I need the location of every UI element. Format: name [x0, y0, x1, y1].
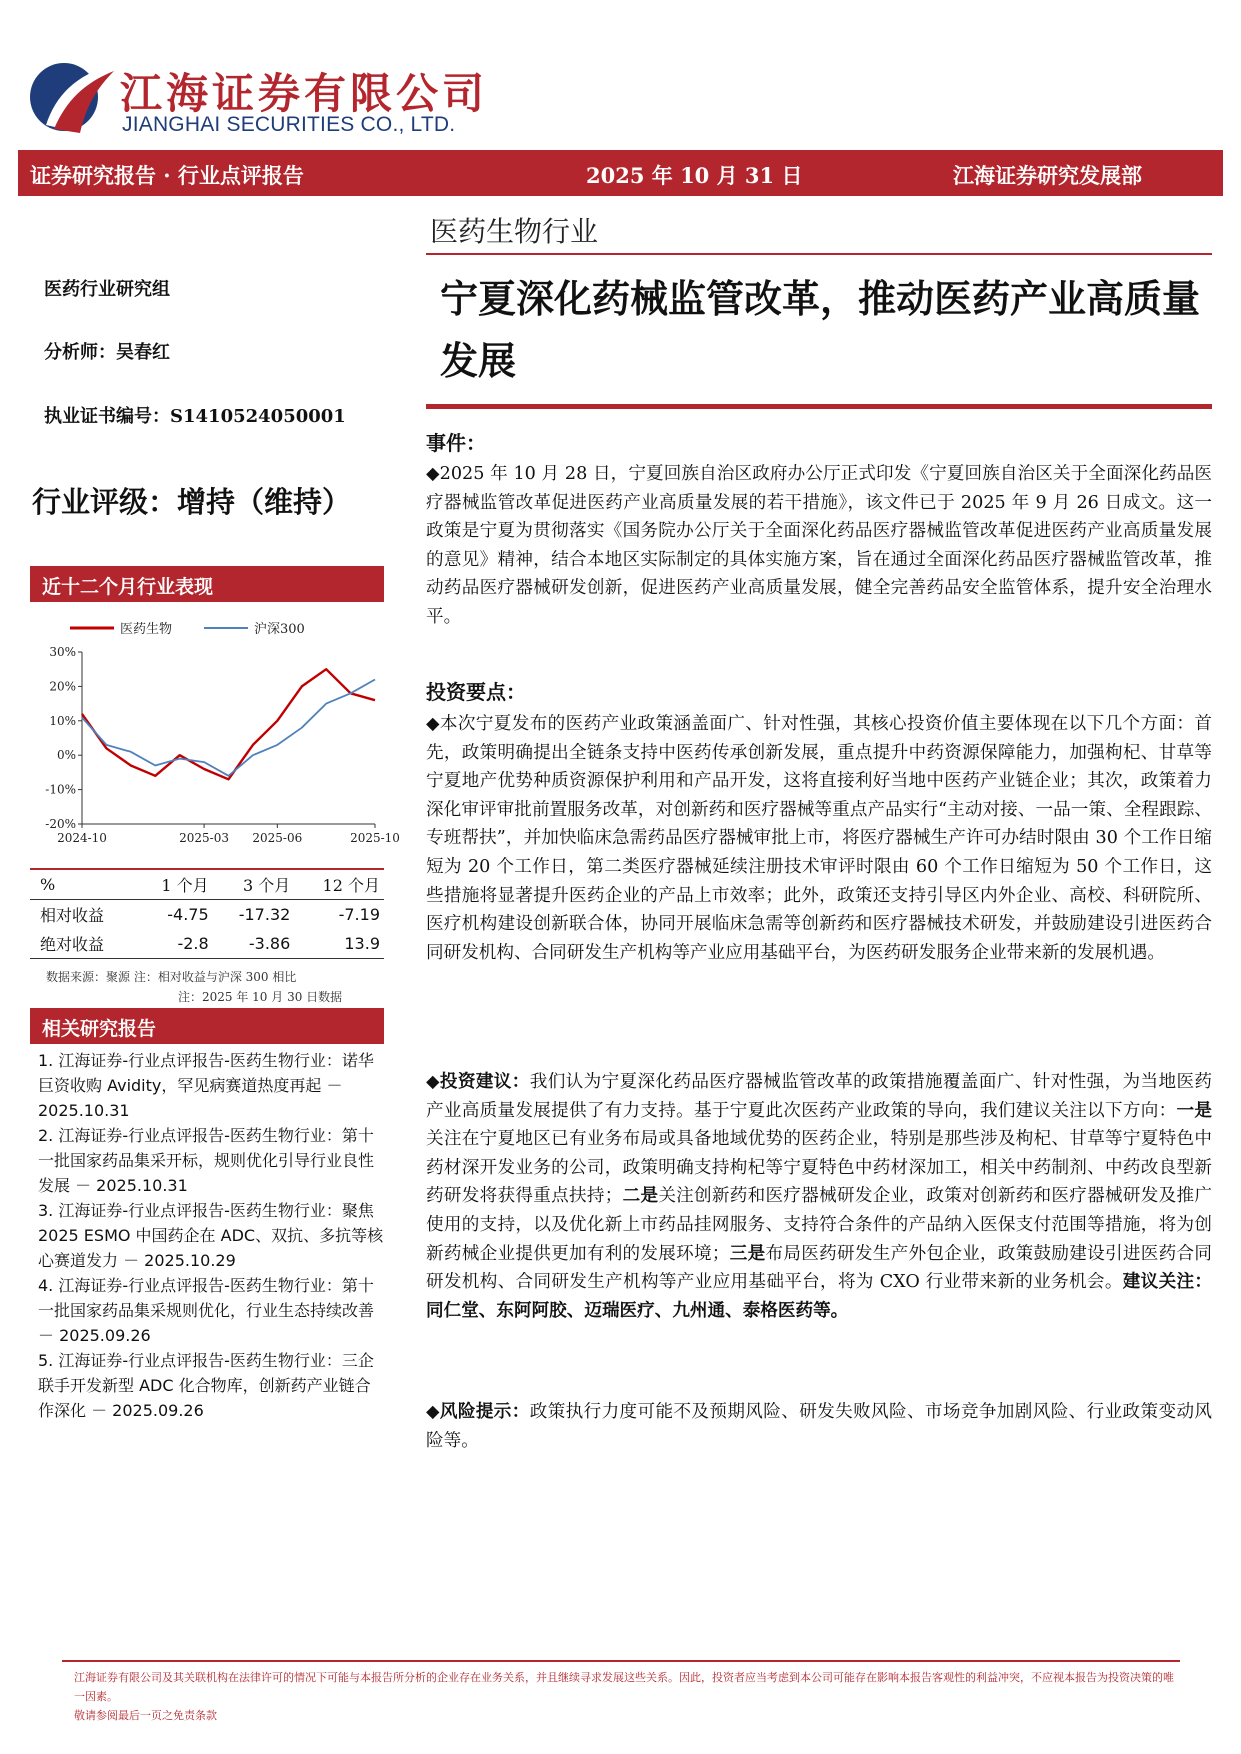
risk-warning: [426, 1398, 1212, 1455]
related-reports-heading-text: 相关研究报告: [42, 1018, 157, 1040]
table-cell: -4.75: [167, 905, 209, 924]
report-link[interactable]: 5. 江海证券-行业点评报告-医药生物行业：三企联手开发新型 ADC 化合物库，创新药产业链合作深化 － 2025.09.26: [38, 1351, 374, 1420]
related-reports-heading: [30, 1008, 384, 1044]
chart-heading: [30, 566, 384, 602]
source-note: 数据来源：聚源 注：相对收益与沪深 300 相比: [46, 970, 297, 984]
legend-label: 医药生物: [120, 622, 173, 637]
x-tick-label: 2025-10: [350, 831, 400, 845]
certificate-number: 执业证书编号：S1410524050001: [44, 406, 346, 427]
advice-point-1: 一是: [1176, 1099, 1212, 1121]
recommended-stocks: 建议关注：同仁堂、东阿阿胶、迈瑞医疗、九州通、泰格医药等。: [426, 1271, 1212, 1321]
department: 江海证券研究发展部: [953, 163, 1142, 188]
industry-rating: 行业评级：增持（维持）: [32, 485, 352, 519]
investment-advice: [426, 1068, 1212, 1325]
company-name-cn: 江海证券有限公司: [120, 69, 489, 118]
table-header-cell: 3 个月: [243, 876, 291, 895]
x-tick-label: 2025-03: [179, 831, 230, 845]
table-row: [30, 900, 384, 930]
advice-text: 布局医药研发生产外包企业，政策鼓励建设引进医药合同研发机构、合同研发生产机构等产业应用基础平台，将为 CXO 行业带来新的业务机会。: [426, 1243, 1212, 1293]
related-reports-list: [38, 1048, 384, 1423]
report-type: 证券研究报告 · 行业点评报告: [30, 163, 304, 188]
divider: [426, 404, 1212, 409]
chart-heading-text: 近十二个月行业表现: [42, 576, 214, 598]
report-link[interactable]: 3. 江海证券-行业点评报告-医药生物行业：聚焦 2025 ESMO 中国药企在 ADC、双抗、多抗等核心赛道发力 － 2025.10.29: [38, 1201, 384, 1270]
event-paragraph: ◆2025 年 10 月 28 日，宁夏回族自治区政府办公厅正式印发《宁夏回族自治区关于全面深化药品医疗器械监管改革促进医药产业高质量发展的若干措施》，该文件已于 2025 年 9 月 26 日成文。这一政策是宁夏为贯彻落实《国务院办公厅关于全面深化药品医疗器械监管改革促进医药产业高质量发展的意见》精神，结合本地区实际制定的具体实施方案，旨在通过全面深化药品医疗器械监管改革，推动药品医疗器械研发创新，促进医药产业高质量发展，健全完善药品安全监管体系，提升安全治理水平。: [426, 464, 1212, 627]
y-tick-label: -20%: [45, 817, 76, 831]
advice-text: 我们认为宁夏深化药品医疗器械监管改革的政策措施覆盖面广、针对性强，为当地医药产业高质量发展提供了有力支持。基于宁夏此次医药产业政策的导向，我们建议关注以下方向：: [426, 1072, 1213, 1121]
table-row: [30, 929, 384, 959]
disclaimer-link[interactable]: 敬请参阅最后一页之免责条款: [74, 1709, 217, 1722]
date-note: 注：2025 年 10 月 30 日数据: [178, 990, 343, 1004]
table-header-cell: 1 个月: [161, 876, 209, 895]
risk-label: ◆风险提示：: [426, 1401, 530, 1422]
footer-disclaimer: [74, 1668, 1184, 1725]
disclaimer-text: 江海证券有限公司及其关联机构在法律许可的情况下可能与本报告所分析的企业存在业务关系，并且继续寻求发展这些关系。因此，投资者应当考虑到本公司可能存在影响本报告客观性的利益冲突，不应视本报告为投资决策的唯一因素。: [74, 1671, 1174, 1703]
risk-text: 政策执行力度可能不及预期风险、研发失败风险、市场竞争加剧风险、行业政策变动风险等。: [426, 1402, 1213, 1451]
industry-label: 医药生物行业: [430, 215, 599, 248]
table-cell: 相对收益: [40, 906, 105, 925]
advice-text: 关注在宁夏地区已有业务布局或具备地域优势的医药企业，特别是那些涉及枸杞、甘草等宁夏特色中药材深开发业务的公司，政策明确支持枸杞等宁夏特色中药材深加工，相关中药制剂、中药改良型新药研发将获得重点扶持；: [426, 1129, 1212, 1207]
table-cell: -3.86: [248, 934, 291, 953]
company-name-en: JIANGHAI SECURITIES CO., LTD.: [122, 113, 456, 136]
legend-label: 沪深300: [254, 622, 305, 637]
key-points-heading: 投资要点：: [426, 680, 526, 704]
x-tick-label: 2024-10: [57, 831, 107, 845]
x-tick-label: 2025-06: [252, 831, 303, 845]
report-link[interactable]: 1. 江海证券-行业点评报告-医药生物行业：诺华巨资收购 Avidity，罕见病赛道热度再起 － 2025.10.31: [38, 1051, 374, 1120]
table-cell: 13.9: [344, 934, 380, 953]
table-header-cell: %: [40, 875, 56, 894]
advice-label: ◆投资建议：: [426, 1071, 530, 1092]
key-points-paragraph: ◆本次宁夏发布的医药产业政策涵盖面广、针对性强，其核心投资价值主要体现在以下几个方面：首先，政策明确提出全链条支持中医药传承创新发展，重点提升中药资源保障能力，加强枸杞、甘草等宁夏地产优势种质资源保护利用和产品开发，这将直接利好当地中医药产业链企业；其次，政策着力深化审评审批前置服务改革，对创新药和医疗器械等重点产品实行“主动对接、一品一策、全程跟踪、专班帮扶”，并加快临床急需药品医疗器械审批上市，将医疗器械生产许可办结时限由 30 个工作日缩短为 20 个工作日，第二类医疗器械延续注册技术审评时限由 60 个工作日缩短为 50 个工作日，这些措施将显著提升医药企业的产品上市效率；此外，政策还支持引导区内外企业、高校、科研院所、医疗机构建设创新联合体，协同开展临床急需等创新药和医疗器械技术研发，并鼓励建设引进医药合同研发机构、合同研发生产机构等产业应用基础平台，为医药研发服务企业带来新的发展机遇。: [426, 714, 1212, 963]
advice-point-3: 三是: [729, 1242, 766, 1264]
y-tick-label: 0%: [56, 748, 76, 763]
footer-divider: [62, 1660, 1180, 1662]
table-cell: 绝对收益: [40, 935, 105, 954]
event-heading: 事件：: [426, 431, 486, 455]
company-logo: [26, 55, 489, 145]
research-group: 医药行业研究组: [44, 279, 170, 300]
advice-text: 关注创新药和医疗器械研发企业，政策对创新药和医疗器械研发及推广使用的支持，以及优化新上市药品挂网服务、支持符合条件的产品纳入医保支付范围等措施，将为创新药械企业提供更加有利的发展环境；: [426, 1186, 1212, 1264]
analyst: 分析师：吴春红: [44, 342, 170, 363]
table-cell: -2.8: [177, 934, 209, 953]
report-link[interactable]: 4. 江海证券-行业点评报告-医药生物行业：第十一批国家药品集采规则优化，行业生态持续改善 － 2025.09.26: [38, 1276, 375, 1345]
table-cell: -7.19: [338, 905, 380, 924]
performance-table: [30, 868, 384, 959]
header-band: [18, 150, 1223, 196]
logo-mark-icon: [26, 55, 114, 135]
divider: [426, 253, 1212, 255]
advice-point-2: 二是: [622, 1185, 659, 1207]
y-tick-label: -10%: [45, 782, 76, 797]
series-line-pharma: [82, 669, 375, 779]
industry-performance-chart: [30, 612, 400, 852]
y-tick-label: 20%: [49, 679, 76, 694]
y-tick-label: 30%: [49, 645, 76, 659]
table-cell: -17.32: [238, 905, 291, 924]
y-tick-label: 10%: [49, 713, 76, 728]
table-header-cell: 12 个月: [322, 876, 380, 895]
report-title: 宁夏深化药械监管改革，推动医药产业高质量发展: [440, 276, 1201, 383]
report-date: 2025 年 10 月 31 日: [586, 163, 803, 188]
table-header-row: [30, 869, 384, 900]
report-link[interactable]: 2. 江海证券-行业点评报告-医药生物行业：第十一批国家药品集采开标，规则优化引导行业良性发展 － 2025.10.31: [38, 1126, 375, 1195]
